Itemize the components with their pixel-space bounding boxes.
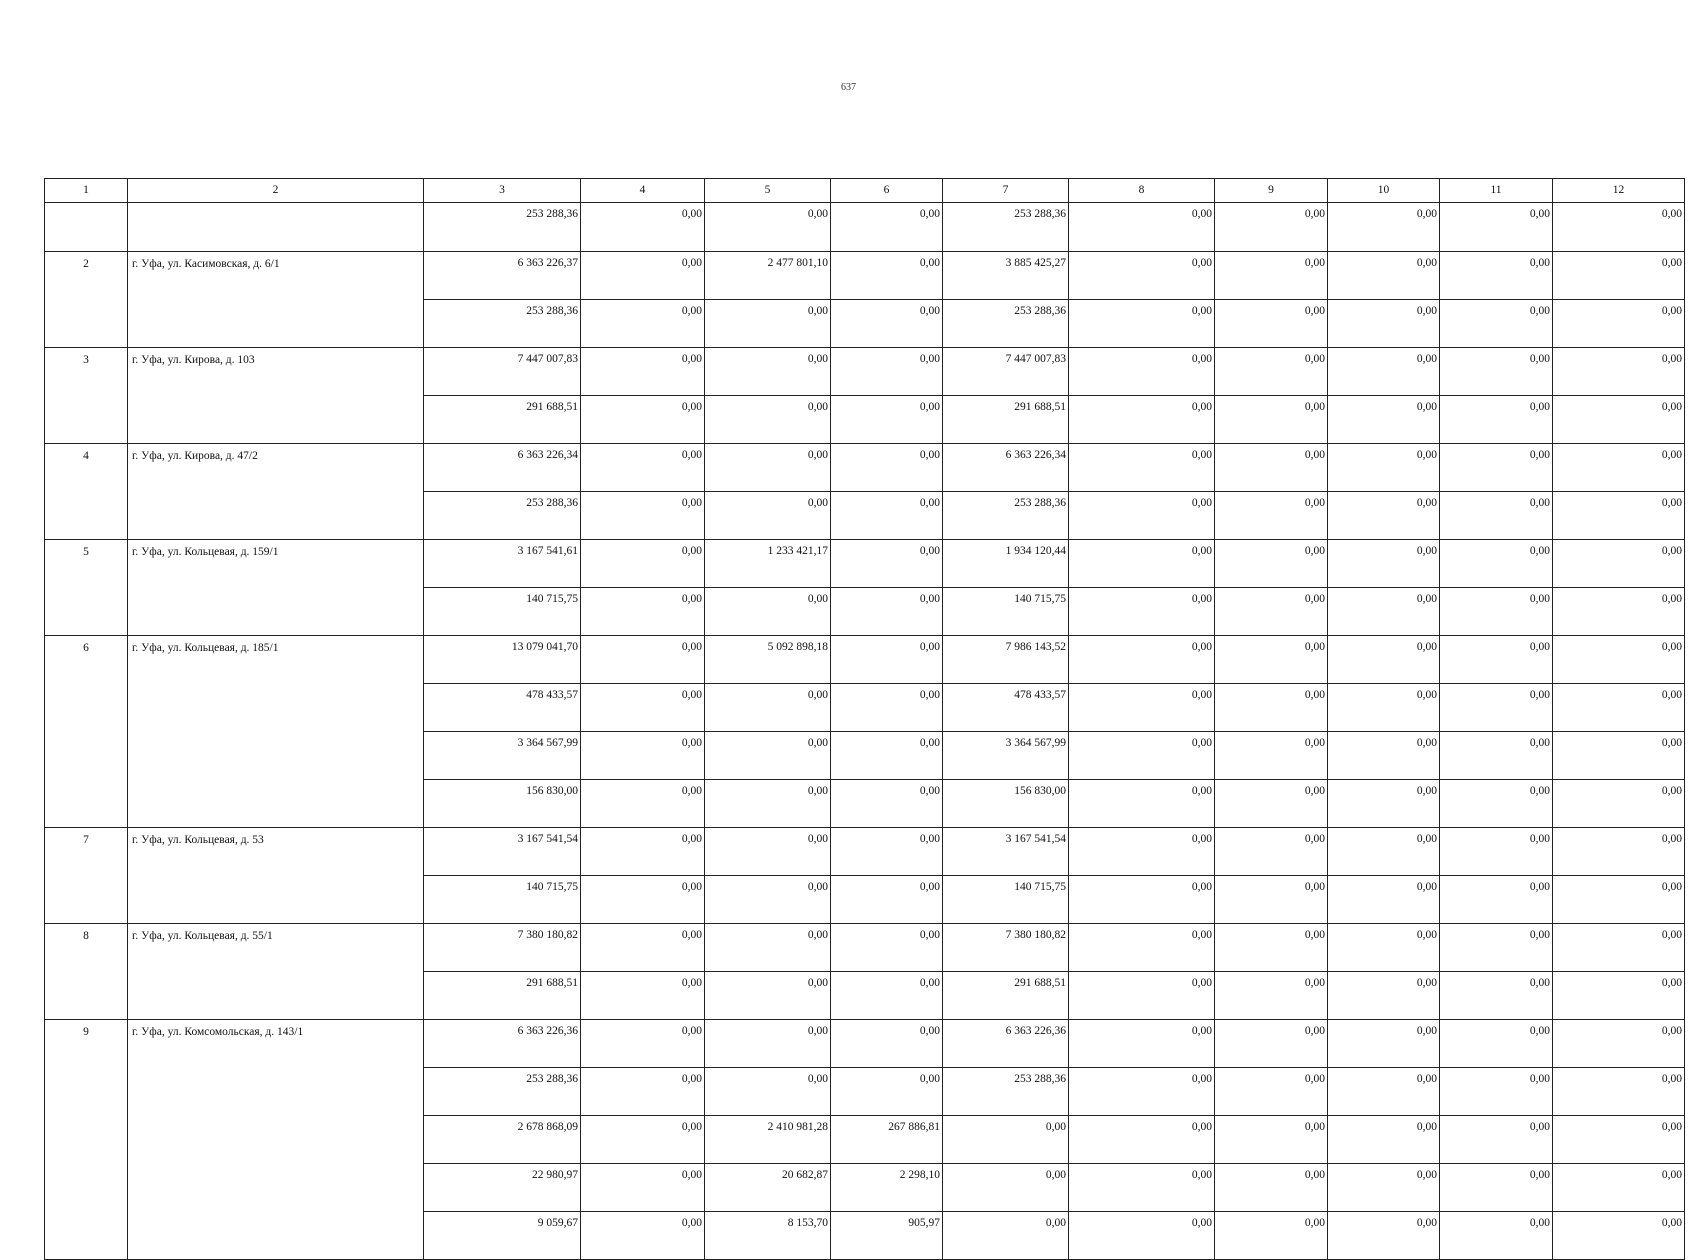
amount-cell: 0,00 bbox=[1328, 876, 1440, 924]
amount-cell: 0,00 bbox=[1069, 492, 1215, 540]
amount-cell: 478 433,57 bbox=[943, 684, 1069, 732]
amount-cell: 0,00 bbox=[581, 1164, 705, 1212]
amount-cell: 0,00 bbox=[1328, 1212, 1440, 1260]
amount-cell: 0,00 bbox=[1553, 1164, 1685, 1212]
amount-cell: 5 092 898,18 bbox=[705, 636, 831, 684]
amount-cell: 0,00 bbox=[1069, 1164, 1215, 1212]
amount-cell: 0,00 bbox=[1215, 780, 1328, 828]
amount-cell: 0,00 bbox=[1215, 444, 1328, 492]
amount-cell: 267 886,81 bbox=[831, 1116, 943, 1164]
amount-cell: 0,00 bbox=[705, 876, 831, 924]
address-cell: г. Уфа, ул. Кольцевая, д. 55/1 bbox=[128, 924, 424, 1020]
amount-cell: 0,00 bbox=[831, 300, 943, 348]
address-cell bbox=[128, 203, 424, 252]
amount-cell: 0,00 bbox=[1069, 1068, 1215, 1116]
amount-cell: 0,00 bbox=[1440, 540, 1553, 588]
amount-cell: 0,00 bbox=[1215, 924, 1328, 972]
amount-cell: 0,00 bbox=[831, 684, 943, 732]
amount-cell: 0,00 bbox=[581, 1020, 705, 1068]
amount-cell: 3 167 541,54 bbox=[943, 828, 1069, 876]
amount-cell: 291 688,51 bbox=[424, 396, 581, 444]
amount-cell: 0,00 bbox=[1328, 348, 1440, 396]
amount-cell: 0,00 bbox=[943, 1164, 1069, 1212]
amount-cell: 0,00 bbox=[1328, 684, 1440, 732]
amount-cell: 0,00 bbox=[705, 444, 831, 492]
amount-cell: 0,00 bbox=[1553, 1068, 1685, 1116]
amount-cell: 0,00 bbox=[1553, 876, 1685, 924]
amount-cell: 0,00 bbox=[1069, 828, 1215, 876]
amount-cell: 0,00 bbox=[1328, 1068, 1440, 1116]
amount-cell: 0,00 bbox=[1440, 636, 1553, 684]
amount-cell: 0,00 bbox=[1440, 780, 1553, 828]
amount-cell: 0,00 bbox=[1328, 252, 1440, 300]
amount-cell: 0,00 bbox=[1553, 396, 1685, 444]
amount-cell: 8 153,70 bbox=[705, 1212, 831, 1260]
amount-cell: 0,00 bbox=[1553, 1020, 1685, 1068]
amount-cell: 20 682,87 bbox=[705, 1164, 831, 1212]
table-row bbox=[45, 203, 1685, 252]
amount-cell: 0,00 bbox=[581, 636, 705, 684]
amount-cell: 7 380 180,82 bbox=[424, 924, 581, 972]
amount-cell: 0,00 bbox=[1069, 396, 1215, 444]
amount-cell: 0,00 bbox=[705, 300, 831, 348]
amount-cell: 0,00 bbox=[1440, 876, 1553, 924]
amount-cell: 0,00 bbox=[1069, 252, 1215, 300]
amount-cell: 0,00 bbox=[831, 348, 943, 396]
column-header: 11 bbox=[1440, 179, 1553, 203]
amount-cell: 6 363 226,36 bbox=[424, 1020, 581, 1068]
amount-cell: 0,00 bbox=[1328, 396, 1440, 444]
row-index-cell bbox=[45, 203, 128, 252]
amount-cell: 0,00 bbox=[1215, 540, 1328, 588]
column-header: 2 bbox=[128, 179, 424, 203]
amount-cell: 0,00 bbox=[1553, 684, 1685, 732]
ledger-table bbox=[44, 178, 1685, 1260]
amount-cell: 253 288,36 bbox=[943, 203, 1069, 252]
table-row bbox=[45, 1020, 1685, 1068]
amount-cell: 0,00 bbox=[831, 828, 943, 876]
amount-cell: 905,97 bbox=[831, 1212, 943, 1260]
amount-cell: 7 447 007,83 bbox=[424, 348, 581, 396]
amount-cell: 0,00 bbox=[1328, 588, 1440, 636]
amount-cell: 0,00 bbox=[1215, 828, 1328, 876]
table-row bbox=[45, 828, 1685, 876]
amount-cell: 0,00 bbox=[1069, 348, 1215, 396]
amount-cell: 0,00 bbox=[1069, 876, 1215, 924]
row-index-cell: 6 bbox=[45, 636, 128, 828]
amount-cell: 0,00 bbox=[1553, 1116, 1685, 1164]
amount-cell: 0,00 bbox=[831, 252, 943, 300]
amount-cell: 140 715,75 bbox=[424, 876, 581, 924]
amount-cell: 0,00 bbox=[705, 924, 831, 972]
row-index-cell: 8 bbox=[45, 924, 128, 1020]
amount-cell: 253 288,36 bbox=[424, 1068, 581, 1116]
amount-cell: 0,00 bbox=[1215, 1068, 1328, 1116]
amount-cell: 7 986 143,52 bbox=[943, 636, 1069, 684]
amount-cell: 0,00 bbox=[1440, 203, 1553, 252]
amount-cell: 0,00 bbox=[1215, 1116, 1328, 1164]
amount-cell: 0,00 bbox=[1440, 828, 1553, 876]
amount-cell: 0,00 bbox=[1328, 924, 1440, 972]
amount-cell: 0,00 bbox=[1440, 1164, 1553, 1212]
amount-cell: 6 363 226,34 bbox=[424, 444, 581, 492]
amount-cell: 253 288,36 bbox=[424, 492, 581, 540]
amount-cell: 0,00 bbox=[705, 828, 831, 876]
amount-cell: 0,00 bbox=[1215, 203, 1328, 252]
amount-cell: 1 934 120,44 bbox=[943, 540, 1069, 588]
amount-cell: 0,00 bbox=[1440, 492, 1553, 540]
amount-cell: 0,00 bbox=[1215, 1020, 1328, 1068]
table-row bbox=[45, 348, 1685, 396]
amount-cell: 253 288,36 bbox=[943, 1068, 1069, 1116]
table-row bbox=[45, 444, 1685, 492]
amount-cell: 0,00 bbox=[581, 588, 705, 636]
amount-cell: 0,00 bbox=[831, 780, 943, 828]
amount-cell: 0,00 bbox=[581, 732, 705, 780]
amount-cell: 0,00 bbox=[1069, 1212, 1215, 1260]
amount-cell: 0,00 bbox=[1440, 444, 1553, 492]
amount-cell: 0,00 bbox=[1215, 636, 1328, 684]
amount-cell: 2 477 801,10 bbox=[705, 252, 831, 300]
amount-cell: 0,00 bbox=[1069, 780, 1215, 828]
amount-cell: 0,00 bbox=[1215, 300, 1328, 348]
amount-cell: 3 167 541,61 bbox=[424, 540, 581, 588]
amount-cell: 0,00 bbox=[831, 732, 943, 780]
amount-cell: 13 079 041,70 bbox=[424, 636, 581, 684]
amount-cell: 0,00 bbox=[581, 492, 705, 540]
amount-cell: 0,00 bbox=[831, 876, 943, 924]
amount-cell: 0,00 bbox=[581, 444, 705, 492]
row-index-cell: 5 bbox=[45, 540, 128, 636]
amount-cell: 3 167 541,54 bbox=[424, 828, 581, 876]
address-cell: г. Уфа, ул. Кирова, д. 47/2 bbox=[128, 444, 424, 540]
address-cell: г. Уфа, ул. Кольцевая, д. 53 bbox=[128, 828, 424, 924]
amount-cell: 0,00 bbox=[705, 972, 831, 1020]
amount-cell: 0,00 bbox=[1215, 1212, 1328, 1260]
amount-cell: 253 288,36 bbox=[424, 300, 581, 348]
address-cell: г. Уфа, ул. Касимовская, д. 6/1 bbox=[128, 252, 424, 348]
column-header: 7 bbox=[943, 179, 1069, 203]
amount-cell: 0,00 bbox=[1553, 924, 1685, 972]
amount-cell: 0,00 bbox=[581, 780, 705, 828]
amount-cell: 0,00 bbox=[1553, 348, 1685, 396]
amount-cell: 0,00 bbox=[581, 203, 705, 252]
amount-cell: 0,00 bbox=[1069, 1116, 1215, 1164]
amount-cell: 291 688,51 bbox=[424, 972, 581, 1020]
amount-cell: 6 363 226,34 bbox=[943, 444, 1069, 492]
amount-cell: 0,00 bbox=[1440, 732, 1553, 780]
amount-cell: 0,00 bbox=[705, 684, 831, 732]
table-row bbox=[45, 252, 1685, 300]
amount-cell: 0,00 bbox=[1069, 684, 1215, 732]
amount-cell: 291 688,51 bbox=[943, 972, 1069, 1020]
ledger-body bbox=[45, 203, 1685, 1260]
row-index-cell: 7 bbox=[45, 828, 128, 924]
amount-cell: 0,00 bbox=[943, 1212, 1069, 1260]
amount-cell: 0,00 bbox=[581, 1116, 705, 1164]
amount-cell: 0,00 bbox=[1215, 1164, 1328, 1212]
amount-cell: 0,00 bbox=[1328, 1164, 1440, 1212]
amount-cell: 0,00 bbox=[581, 972, 705, 1020]
amount-cell: 0,00 bbox=[1328, 492, 1440, 540]
amount-cell: 0,00 bbox=[705, 203, 831, 252]
amount-cell: 22 980,97 bbox=[424, 1164, 581, 1212]
amount-cell: 0,00 bbox=[1328, 1116, 1440, 1164]
amount-cell: 0,00 bbox=[1440, 588, 1553, 636]
address-cell: г. Уфа, ул. Кольцевая, д. 159/1 bbox=[128, 540, 424, 636]
amount-cell: 0,00 bbox=[831, 636, 943, 684]
amount-cell: 0,00 bbox=[1215, 252, 1328, 300]
amount-cell: 0,00 bbox=[1215, 684, 1328, 732]
row-index-cell: 4 bbox=[45, 444, 128, 540]
amount-cell: 0,00 bbox=[1328, 203, 1440, 252]
amount-cell: 0,00 bbox=[581, 396, 705, 444]
page-number: 637 bbox=[841, 82, 856, 93]
amount-cell: 0,00 bbox=[581, 924, 705, 972]
amount-cell: 0,00 bbox=[1328, 780, 1440, 828]
amount-cell: 0,00 bbox=[831, 540, 943, 588]
amount-cell: 0,00 bbox=[1440, 396, 1553, 444]
amount-cell: 0,00 bbox=[831, 203, 943, 252]
amount-cell: 0,00 bbox=[581, 828, 705, 876]
amount-cell: 140 715,75 bbox=[424, 588, 581, 636]
amount-cell: 253 288,36 bbox=[424, 203, 581, 252]
amount-cell: 0,00 bbox=[705, 492, 831, 540]
amount-cell: 2 298,10 bbox=[831, 1164, 943, 1212]
column-header: 10 bbox=[1328, 179, 1440, 203]
amount-cell: 0,00 bbox=[705, 780, 831, 828]
amount-cell: 0,00 bbox=[581, 300, 705, 348]
amount-cell: 0,00 bbox=[1069, 444, 1215, 492]
amount-cell: 0,00 bbox=[705, 1020, 831, 1068]
amount-cell: 0,00 bbox=[1553, 588, 1685, 636]
amount-cell: 0,00 bbox=[1215, 876, 1328, 924]
amount-cell: 0,00 bbox=[831, 396, 943, 444]
address-cell: г. Уфа, ул. Комсомольская, д. 143/1 bbox=[128, 1020, 424, 1260]
amount-cell: 253 288,36 bbox=[943, 492, 1069, 540]
amount-cell: 0,00 bbox=[1553, 732, 1685, 780]
amount-cell: 7 380 180,82 bbox=[943, 924, 1069, 972]
address-cell: г. Уфа, ул. Кирова, д. 103 bbox=[128, 348, 424, 444]
column-header: 4 bbox=[581, 179, 705, 203]
amount-cell: 0,00 bbox=[1069, 636, 1215, 684]
amount-cell: 0,00 bbox=[1440, 924, 1553, 972]
amount-cell: 0,00 bbox=[1328, 972, 1440, 1020]
amount-cell: 0,00 bbox=[1553, 300, 1685, 348]
amount-cell: 6 363 226,37 bbox=[424, 252, 581, 300]
table-row bbox=[45, 636, 1685, 684]
amount-cell: 3 364 567,99 bbox=[943, 732, 1069, 780]
amount-cell: 0,00 bbox=[1069, 540, 1215, 588]
amount-cell: 0,00 bbox=[1328, 636, 1440, 684]
amount-cell: 0,00 bbox=[1440, 252, 1553, 300]
column-header: 6 bbox=[831, 179, 943, 203]
column-header: 8 bbox=[1069, 179, 1215, 203]
amount-cell: 0,00 bbox=[1328, 444, 1440, 492]
amount-cell: 0,00 bbox=[831, 972, 943, 1020]
amount-cell: 0,00 bbox=[581, 1068, 705, 1116]
amount-cell: 0,00 bbox=[1069, 924, 1215, 972]
row-index-cell: 9 bbox=[45, 1020, 128, 1260]
amount-cell: 0,00 bbox=[581, 348, 705, 396]
column-header: 12 bbox=[1553, 179, 1685, 203]
amount-cell: 0,00 bbox=[1440, 1020, 1553, 1068]
amount-cell: 0,00 bbox=[581, 540, 705, 588]
amount-cell: 140 715,75 bbox=[943, 588, 1069, 636]
column-header: 1 bbox=[45, 179, 128, 203]
amount-cell: 0,00 bbox=[831, 924, 943, 972]
amount-cell: 0,00 bbox=[705, 348, 831, 396]
column-header: 9 bbox=[1215, 179, 1328, 203]
amount-cell: 0,00 bbox=[1069, 588, 1215, 636]
amount-cell: 156 830,00 bbox=[943, 780, 1069, 828]
amount-cell: 0,00 bbox=[1553, 780, 1685, 828]
amount-cell: 6 363 226,36 bbox=[943, 1020, 1069, 1068]
amount-cell: 0,00 bbox=[1215, 732, 1328, 780]
amount-cell: 0,00 bbox=[1553, 540, 1685, 588]
amount-cell: 3 364 567,99 bbox=[424, 732, 581, 780]
amount-cell: 2 678 868,09 bbox=[424, 1116, 581, 1164]
amount-cell: 0,00 bbox=[1440, 684, 1553, 732]
address-cell: г. Уфа, ул. Кольцевая, д. 185/1 bbox=[128, 636, 424, 828]
amount-cell: 9 059,67 bbox=[424, 1212, 581, 1260]
row-index-cell: 3 bbox=[45, 348, 128, 444]
amount-cell: 3 885 425,27 bbox=[943, 252, 1069, 300]
amount-cell: 0,00 bbox=[581, 684, 705, 732]
amount-cell: 0,00 bbox=[1553, 636, 1685, 684]
amount-cell: 0,00 bbox=[1553, 492, 1685, 540]
amount-cell: 156 830,00 bbox=[424, 780, 581, 828]
amount-cell: 0,00 bbox=[1215, 972, 1328, 1020]
amount-cell: 0,00 bbox=[581, 876, 705, 924]
amount-cell: 0,00 bbox=[1215, 492, 1328, 540]
amount-cell: 0,00 bbox=[831, 1068, 943, 1116]
amount-cell: 291 688,51 bbox=[943, 396, 1069, 444]
amount-cell: 0,00 bbox=[1440, 348, 1553, 396]
row-index-cell: 2 bbox=[45, 252, 128, 348]
amount-cell: 0,00 bbox=[1069, 732, 1215, 780]
amount-cell: 0,00 bbox=[1553, 444, 1685, 492]
table-row bbox=[45, 540, 1685, 588]
amount-cell: 0,00 bbox=[831, 444, 943, 492]
amount-cell: 0,00 bbox=[1328, 300, 1440, 348]
amount-cell: 0,00 bbox=[1553, 1212, 1685, 1260]
amount-cell: 0,00 bbox=[1440, 1116, 1553, 1164]
column-number-header-row bbox=[45, 179, 1685, 203]
amount-cell: 0,00 bbox=[831, 492, 943, 540]
amount-cell: 1 233 421,17 bbox=[705, 540, 831, 588]
amount-cell: 140 715,75 bbox=[943, 876, 1069, 924]
amount-cell: 2 410 981,28 bbox=[705, 1116, 831, 1164]
amount-cell: 0,00 bbox=[581, 252, 705, 300]
table-row bbox=[45, 924, 1685, 972]
amount-cell: 0,00 bbox=[831, 1020, 943, 1068]
amount-cell: 0,00 bbox=[1440, 1068, 1553, 1116]
amount-cell: 0,00 bbox=[1069, 972, 1215, 1020]
amount-cell: 0,00 bbox=[1215, 348, 1328, 396]
amount-cell: 0,00 bbox=[1440, 972, 1553, 1020]
amount-cell: 0,00 bbox=[1440, 1212, 1553, 1260]
amount-cell: 0,00 bbox=[705, 588, 831, 636]
amount-cell: 0,00 bbox=[1069, 1020, 1215, 1068]
amount-cell: 478 433,57 bbox=[424, 684, 581, 732]
amount-cell: 0,00 bbox=[705, 732, 831, 780]
amount-cell: 0,00 bbox=[831, 588, 943, 636]
amount-cell: 0,00 bbox=[1069, 300, 1215, 348]
amount-cell: 0,00 bbox=[1328, 1020, 1440, 1068]
amount-cell: 0,00 bbox=[1553, 252, 1685, 300]
amount-cell: 0,00 bbox=[1553, 828, 1685, 876]
amount-cell: 253 288,36 bbox=[943, 300, 1069, 348]
amount-cell: 0,00 bbox=[1328, 732, 1440, 780]
column-header: 3 bbox=[424, 179, 581, 203]
amount-cell: 0,00 bbox=[943, 1116, 1069, 1164]
amount-cell: 0,00 bbox=[1069, 203, 1215, 252]
amount-cell: 0,00 bbox=[1328, 828, 1440, 876]
amount-cell: 7 447 007,83 bbox=[943, 348, 1069, 396]
column-header: 5 bbox=[705, 179, 831, 203]
amount-cell: 0,00 bbox=[1553, 972, 1685, 1020]
amount-cell: 0,00 bbox=[1215, 396, 1328, 444]
amount-cell: 0,00 bbox=[1215, 588, 1328, 636]
amount-cell: 0,00 bbox=[1553, 203, 1685, 252]
amount-cell: 0,00 bbox=[1440, 300, 1553, 348]
amount-cell: 0,00 bbox=[581, 1212, 705, 1260]
amount-cell: 0,00 bbox=[1328, 540, 1440, 588]
amount-cell: 0,00 bbox=[705, 396, 831, 444]
amount-cell: 0,00 bbox=[705, 1068, 831, 1116]
